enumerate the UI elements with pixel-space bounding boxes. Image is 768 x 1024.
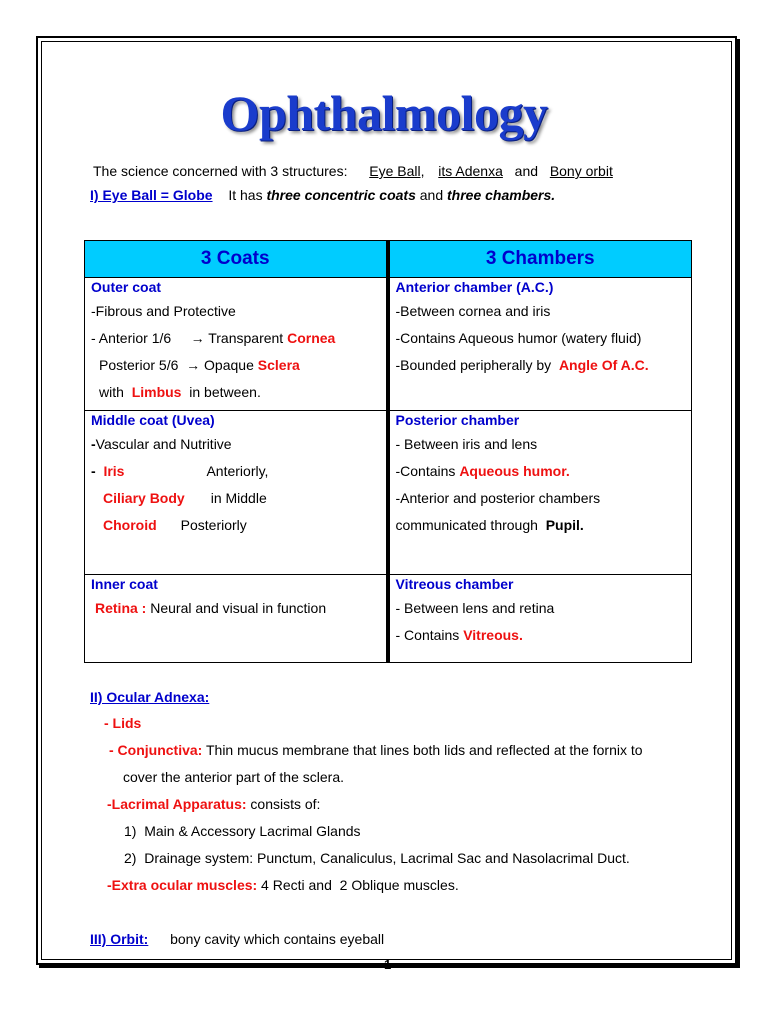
cell-inner-coat xyxy=(85,575,388,663)
intro-eye-ball: Eye Ball, xyxy=(369,163,425,179)
inner-coat-line1: Retina : Neural and visual in function xyxy=(95,600,327,616)
section1-heading: I) Eye Ball = Globe xyxy=(90,187,213,203)
outer-coat-line2: - Anterior 1/6 → Transparent Cornea xyxy=(91,330,336,346)
middle-coat-line2: - Iris Anteriorly, xyxy=(91,463,269,479)
intro-line xyxy=(93,163,613,179)
outer-coat-line4: with Limbus in between. xyxy=(99,384,261,400)
intro-adenxa: its Adenxa xyxy=(438,163,503,179)
section3-line xyxy=(90,931,384,947)
posterior-chamber-line3: -Anterior and posterior chambers xyxy=(395,490,601,506)
cell-posterior-chamber xyxy=(388,411,692,575)
section1-text-d: three chambers. xyxy=(447,187,556,203)
posterior-chamber-line4: communicated through Pupil. xyxy=(395,517,584,533)
lacrimal-item-1: 1) Main & Accessory Lacrimal Glands xyxy=(124,823,361,839)
adnexa-lids: - Lids xyxy=(104,715,142,731)
anterior-chamber-line1: -Between cornea and iris xyxy=(395,303,551,319)
anterior-chamber-line3: -Bounded peripherally by Angle Of A.C. xyxy=(395,357,649,373)
posterior-chamber-title: Posterior chamber xyxy=(395,412,520,428)
middle-coat-line1: -Vascular and Nutritive xyxy=(91,436,232,452)
intro-bony-orbit: Bony orbit xyxy=(549,163,613,179)
vitreous-chamber-title: Vitreous chamber xyxy=(395,576,514,592)
section1-text-b: three concentric coats xyxy=(266,187,416,203)
lacrimal-item-2: 2) Drainage system: Punctum, Canaliculus, Lacrimal Sac and Nasolacrimal Duct. xyxy=(124,850,630,866)
inner-coat-title: Inner coat xyxy=(91,576,158,592)
section1-text-c: and xyxy=(419,187,444,203)
coats-chambers-table xyxy=(84,240,692,663)
vitreous-chamber-line1: - Between lens and retina xyxy=(395,600,555,616)
section3-text: bony cavity which contains eyeball xyxy=(170,931,385,947)
middle-coat-title: Middle coat (Uvea) xyxy=(91,412,215,428)
posterior-chamber-line1: - Between iris and lens xyxy=(395,436,538,452)
cell-vitreous-chamber xyxy=(388,575,692,663)
section3-heading: III) Orbit: xyxy=(90,931,149,947)
adnexa-conjunctiva-cont: cover the anterior part of the sclera. xyxy=(123,769,344,785)
outer-coat-title: Outer coat xyxy=(91,279,162,295)
anterior-chamber-line2: -Contains Aqueous humor (watery fluid) xyxy=(395,330,642,346)
header-chambers: 3 Chambers xyxy=(388,241,692,278)
page-number: 1 xyxy=(384,957,392,972)
posterior-chamber-line2: -Contains Aqueous humor. xyxy=(395,463,570,479)
cell-outer-coat xyxy=(85,278,388,411)
section2-heading: II) Ocular Adnexa: xyxy=(90,689,210,705)
intro-prefix: The science concerned with 3 structures: xyxy=(93,163,348,179)
intro-and: and xyxy=(514,163,539,179)
adnexa-extraocular: -Extra ocular muscles: 4 Recti and 2 Oblique muscles. xyxy=(107,877,459,893)
cell-middle-coat xyxy=(85,411,388,575)
middle-coat-line4: Choroid Posteriorly xyxy=(103,517,247,533)
adnexa-lacrimal: -Lacrimal Apparatus: consists of: xyxy=(107,796,321,812)
adnexa-conjunctiva: - Conjunctiva: Thin mucus membrane that lines both lids and reflected at the fornix to xyxy=(109,742,643,758)
middle-coat-line3: Ciliary Body in Middle xyxy=(103,490,267,506)
header-coats: 3 Coats xyxy=(85,241,388,278)
section1-text-a: It has xyxy=(228,187,263,203)
outer-coat-line3: Posterior 5/6 → Opaque Sclera xyxy=(99,357,300,373)
vitreous-chamber-line2: - Contains Vitreous. xyxy=(395,627,523,643)
page-title: Ophthalmology xyxy=(220,85,548,141)
anterior-chamber-title: Anterior chamber (A.C.) xyxy=(395,279,554,295)
outer-coat-line1: -Fibrous and Protective xyxy=(91,303,236,319)
cell-anterior-chamber xyxy=(388,278,692,411)
section1-line xyxy=(90,187,555,203)
